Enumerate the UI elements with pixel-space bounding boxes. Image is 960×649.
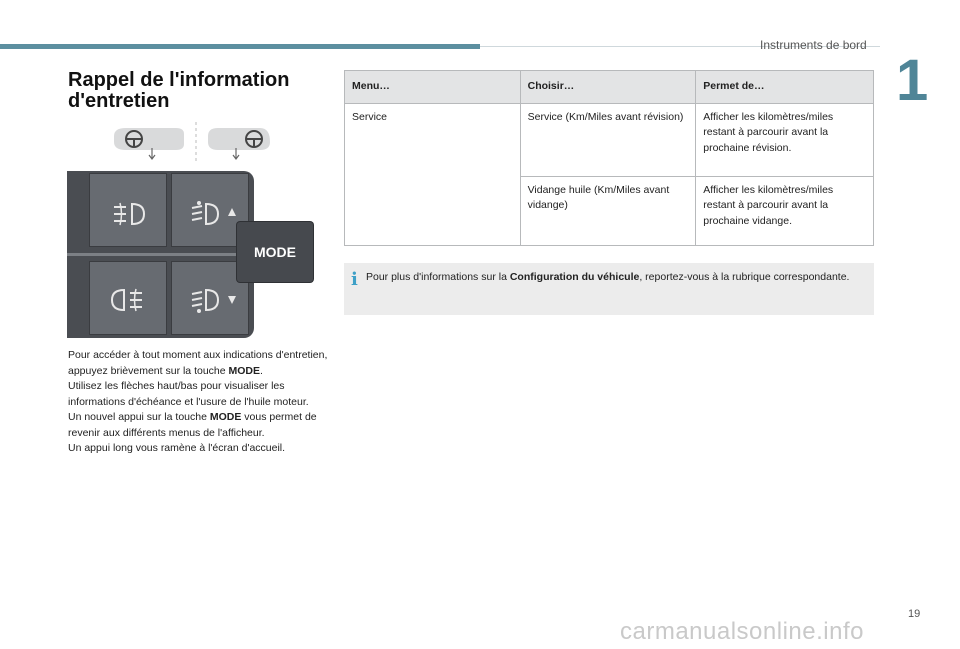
table-cell-purpose: Afficher les kilomètres/miles restant à parcourir avant la prochaine révision. [696, 103, 874, 176]
table-header: Choisir… [520, 71, 696, 104]
paragraph-1-text: Pour accéder à tout moment aux indications d'entretien, appuyez brièvement sur la touche [68, 349, 328, 377]
fog-light-front-icon [90, 174, 166, 246]
paragraph-2: Utilisez les flèches haut/bas pour visualiser les informations d'échéance et l'usure de l'huile moteur. [68, 380, 309, 408]
article-body [68, 348, 330, 457]
page-title [68, 70, 289, 112]
table-header: Permet de… [696, 71, 874, 104]
table-header-row [345, 71, 874, 104]
header-accent-bar [0, 44, 480, 49]
paragraph-4: Un appui long vous ramène à l'écran d'accueil. [68, 442, 286, 454]
paragraph-1 [68, 348, 330, 379]
title-line-1: Rappel de l'information [68, 69, 290, 91]
table-cell-choice: Service (Km/Miles avant révision) [520, 103, 696, 176]
paragraph-3-text: Un nouvel appui sur la touche [68, 411, 210, 423]
title-line-2: d'entretien [68, 90, 170, 112]
panel-divider [67, 253, 254, 256]
table-row [345, 103, 874, 176]
steering-stalk-icon [112, 122, 272, 162]
table-cell-choice: Vidange huile (Km/Miles avant vidange) [520, 176, 696, 245]
info-icon: i [351, 269, 358, 290]
paragraph-3-bold: MODE [209, 411, 242, 423]
fog-light-rear-icon [90, 262, 166, 334]
front-fog-button [89, 173, 167, 247]
info-text-bold: Configuration du véhicule [509, 271, 640, 283]
info-text-end: , reportez-vous à la rubrique correspondante. [639, 271, 850, 283]
menu-table [344, 70, 874, 246]
table-header: Menu… [345, 71, 521, 104]
paragraph-1-bold: MODE [228, 364, 261, 377]
table-cell-menu: Service [345, 103, 521, 245]
footer-watermark: carmanualsonline.info [620, 618, 864, 645]
paragraph-3-end: vous permet de revenir aux différents menus de l'afficheur. [68, 411, 317, 439]
mode-button-illustration: MODE [237, 222, 313, 282]
table-cell-purpose: Afficher les kilomètres/miles restant à parcourir avant la prochaine vidange. [696, 176, 874, 245]
info-text: Pour plus d'informations sur la [366, 271, 510, 283]
page-number: 19 [908, 608, 921, 620]
info-note [344, 263, 874, 315]
paragraph-3 [68, 410, 330, 441]
control-panel-illustration [67, 171, 254, 338]
section-title: Instruments de bord [760, 38, 867, 52]
chapter-number: 1 [896, 48, 929, 113]
paragraph-1-end: . [260, 364, 263, 377]
rear-fog-button [89, 261, 167, 335]
